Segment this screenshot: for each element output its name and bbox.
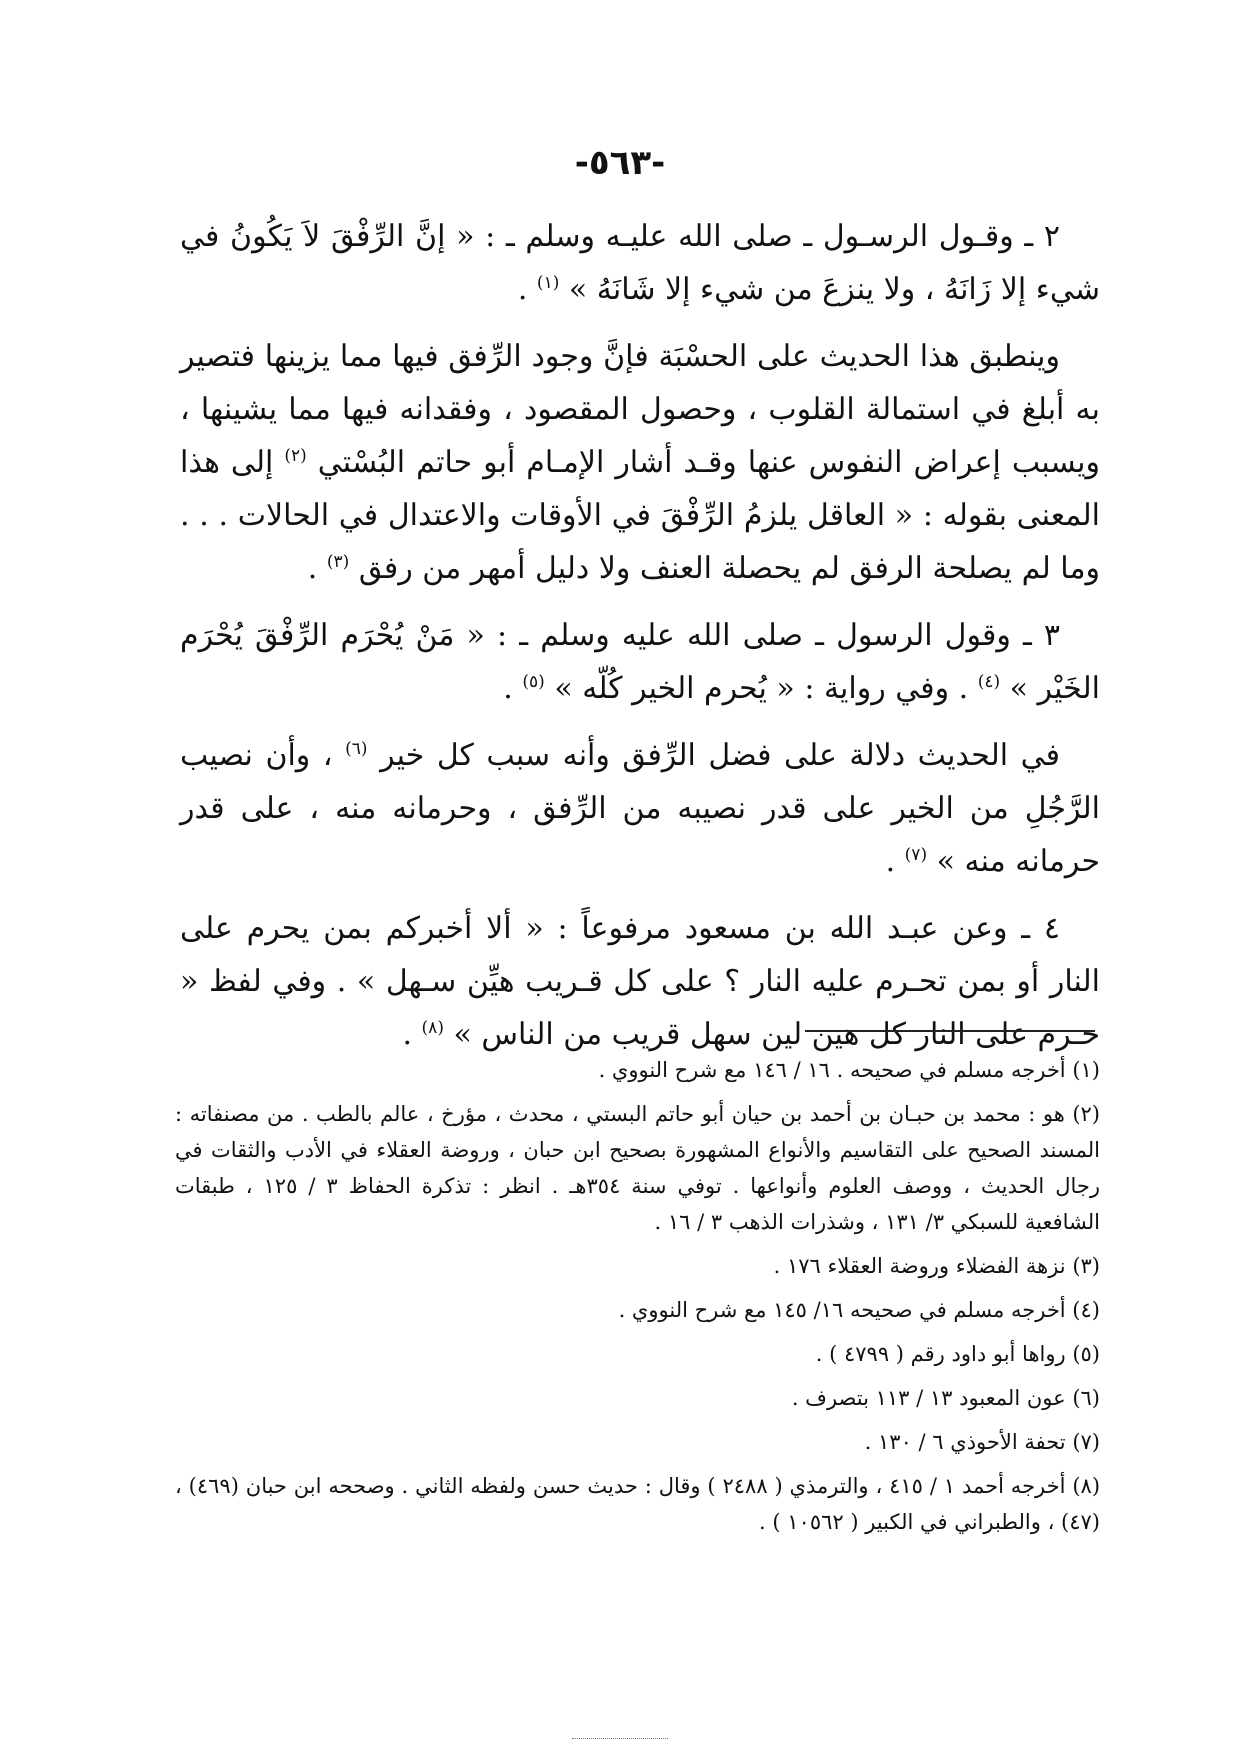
footnote-ref[interactable]: (٧) <box>904 845 928 865</box>
paragraph-text: إلى هذا المعنى بقوله : « العاقل يلزمُ الرِّفْقَ في الأوقات والاعتدال في الحالات . . . وما لم يصلحة الرفق لم يحصلة العنف ولا دليل أمهر من رفق <box>180 445 1100 586</box>
footnote-7: (٧) تحفة الأحوذي ٦ / ١٣٠ . <box>864 1430 1100 1454</box>
paragraph-text: ، وأن نصيب الرَّجُلِ من الخير على قدر نصيبه من الرِّفق ، وحرمانه منه ، على قدر حرمانه منه » <box>180 738 1100 879</box>
footnote-ref[interactable]: (٦) <box>345 739 368 759</box>
footnote-5: (٥) رواها أبو داود رقم ( ٤٧٩٩ ) . <box>815 1342 1100 1366</box>
footnote-1: (١) أخرجه مسلم في صحيحه . ١٦ / ١٤٦ مع شرح النووي . <box>598 1058 1100 1082</box>
footnote-4: (٤) أخرجه مسلم في صحيحه ١٦/ ١٤٥ مع شرح النووي . <box>618 1298 1100 1322</box>
page-number: -٥٦٣- <box>574 143 666 183</box>
paragraph-text: . وفي رواية : « يُحرم الخير كُلّه » <box>554 671 978 706</box>
paragraph-text: وينطبق هذا الحديث على الحسْبَة فإنَّ وجود الرِّفق فيها مما يزينها فتصير به أبلغ في استمالة القلوب ، وحصول المقصود ، وفقدانه فيها مما يشينها ، ويسبب إعراض النفوس عنها وقـد أشار الإمـام أبو حاتم البُسْتي <box>180 339 1100 480</box>
paragraph-text: ٤ ـ وعن عبـد الله بن مسعود مرفوعاً : « ألا أخبركم بمن يحرم على النار أو بمن تحـرم عليه النار ؟ على كل قـريب هيِّن سـهل » . وفي لفظ « حـرم على النار كل هين لين سهل قريب من الناس » <box>180 911 1100 1052</box>
footnote-2: (٢) هو : محمد بن حبـان بن أحمد بن حيان أبو حاتم البستي ، محدث ، مؤرخ ، عالم بالطب . من مصنفاته : المسند الصحيح على التقاسيم والأنواع المشهورة بصحيح ابن حبان ، وروضة العقلاء في الأدب والثقات في رجال الحديث ، ووصف العلوم وأنواعها . توفي سنة ٣٥٤هـ . انظر : تذكرة الحفاظ ٣ / ١٢٥ ، طبقات الشافعية للسبكي ٣/ ١٣١ ، وشذرات الذهب ٣ / ١٦ . <box>175 1102 1100 1234</box>
main-text <box>180 210 1100 1075</box>
footnote-separator <box>805 1030 1095 1032</box>
footnote-ref[interactable]: (٥) <box>522 672 545 692</box>
paragraph-hadith-2: ٢ ـ وقـول الرسـول ـ صلى الله عليـه وسلم ـ : « إنَّ الرِّفْقَ لاَ يَكُونُ في شيء إلا زَانَهُ ، ولا ينزعَ من شيء إلا شَانَهُ » $^{(١)}$ . <box>180 219 1100 307</box>
footnote-3: (٣) نزهة الفضلاء وروضة العقلاء ١٧٦ . <box>773 1254 1100 1278</box>
paragraph-hadith-4: ٤ ـ وعن عبـد الله بن مسعود مرفوعاً : « ألا أخبركم بمن يحرم على النار أو بمن تحـرم عليه النار ؟ على كل قـريب هيِّن سـهل » . وفي لفظ « حـرم على النار كل هين لين سهل قريب من الناس » $^{(٨)}$ . <box>180 911 1100 1052</box>
footnotes <box>175 1052 1100 1548</box>
paragraph-text: في الحديث دلالة على فضل الرِّفق وأنه سبب كل خير <box>380 738 1060 773</box>
footnote-ref[interactable]: (٢) <box>284 446 307 466</box>
paragraph-hadith-3: ٣ ـ وقول الرسول ـ صلى الله عليه وسلم ـ : « مَنْ يُحْرَم الرِّفْقَ يُحْرَم الخَيْر » $^{(٤)}$ . وفي رواية : « يُحرم الخير كُلّه » $^{(٥)}$ . <box>180 618 1100 706</box>
footnote-ref[interactable]: (٤) <box>977 672 1001 692</box>
scan-edge-mark <box>572 1738 668 1739</box>
footnote-8: (٨) أخرجه أحمد ١ / ٤١٥ ، والترمذي ( ٢٤٨٨ ) وقال : حديث حسن ولفظه الثاني . وصححه ابن حبان (٤٦٩) ، (٤٧) ، والطبراني في الكبير ( ١٠٥٦٢ ) . <box>175 1474 1101 1534</box>
paragraph-text: ٢ ـ وقـول الرسـول ـ صلى الله عليـه وسلم ـ : « إنَّ الرِّفْقَ لاَ يَكُونُ في شيء إلا زَانَهُ ، ولا ينزعَ من شيء إلا شَانَهُ » <box>180 219 1100 307</box>
paragraph-text: ٣ ـ وقول الرسول ـ صلى الله عليه وسلم ـ : « مَنْ يُحْرَم الرِّفْقَ يُحْرَم الخَيْر » <box>180 618 1100 706</box>
paragraph-explanation-3: في الحديث دلالة على فضل الرِّفق وأنه سبب كل خير $^{(٦)}$ ، وأن نصيب الرَّجُلِ من الخير على قدر نصيبه من الرِّفق ، وحرمانه منه ، على قدر حرمانه منه » $^{(٧)}$ . <box>180 738 1100 879</box>
footnote-ref[interactable]: (١) <box>536 273 560 293</box>
footnote-ref[interactable]: (٨) <box>421 1018 444 1038</box>
paragraph-explanation-2: وينطبق هذا الحديث على الحسْبَة فإنَّ وجود الرِّفق فيها مما يزينها فتصير به أبلغ في استمالة القلوب ، وحصول المقصود ، وفقدانه فيها مما يشينها ، ويسبب إعراض النفوس عنها وقـد أشار الإمـام أبو حاتم البُسْتي $^{(٢)}$ إلى هذا المعنى بقوله : « العاقل يلزمُ الرِّفْقَ في الأوقات والاعتدال في الحالات . . . وما لم يصلحة الرفق لم يحصلة العنف ولا دليل أمهر من رفق $^{(٣)}$ . <box>180 339 1100 586</box>
footnote-6: (٦) عون المعبود ١٣ / ١١٣ بتصرف . <box>791 1386 1100 1410</box>
footnote-ref[interactable]: (٣) <box>326 552 350 572</box>
